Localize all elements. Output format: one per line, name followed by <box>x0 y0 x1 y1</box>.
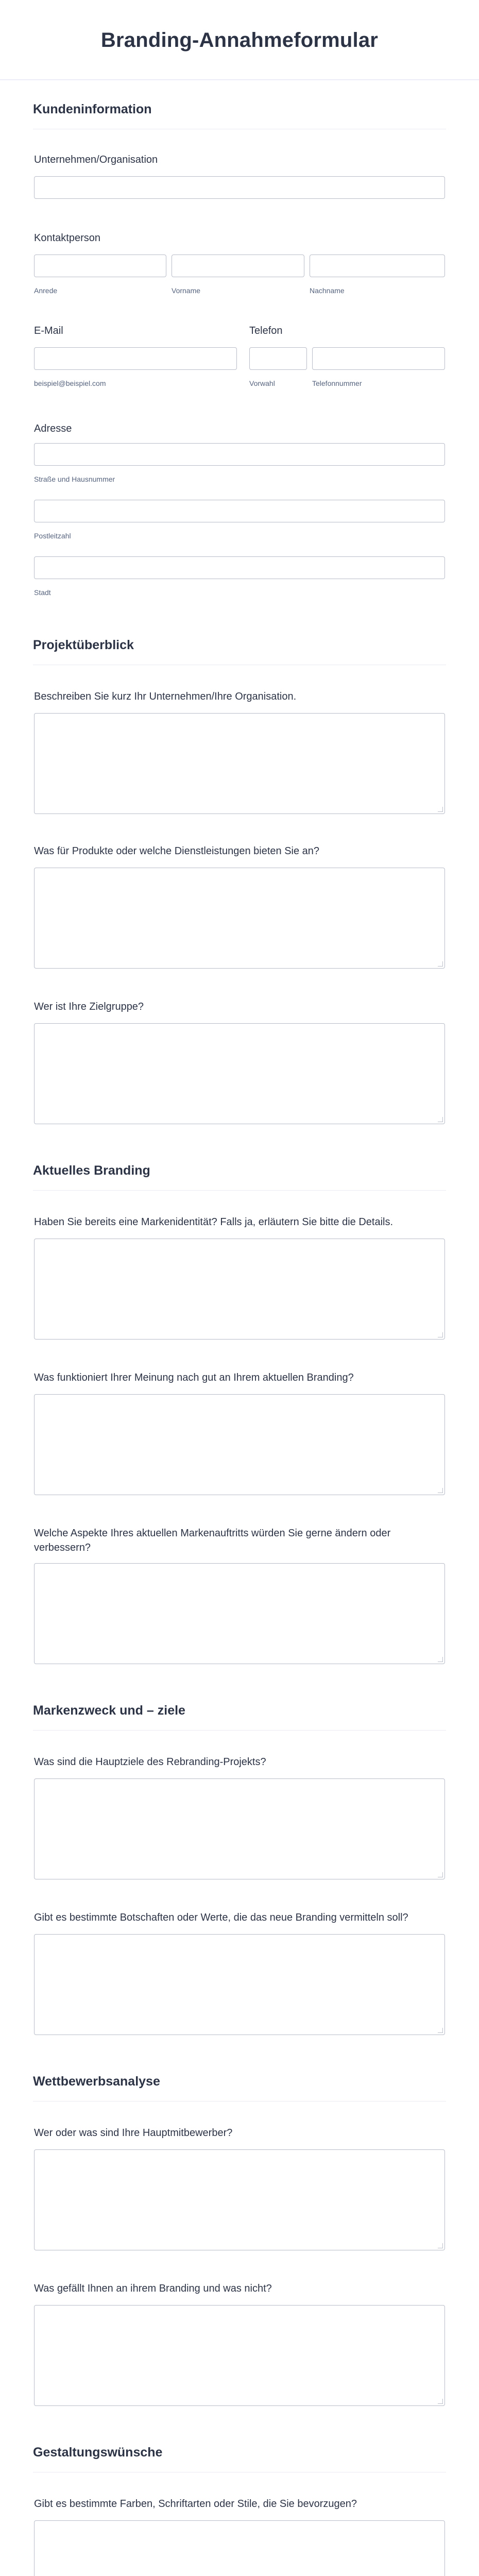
resize-handle-icon[interactable] <box>438 961 443 967</box>
resize-handle-icon[interactable] <box>438 807 443 812</box>
company-description-textarea[interactable] <box>34 713 445 814</box>
resize-handle-icon[interactable] <box>438 1332 443 1337</box>
branding-improvements-textarea[interactable] <box>34 1563 445 1664</box>
question-label: Was für Produkte oder welche Dienstleistungen bieten Sie an? <box>34 845 320 857</box>
brand-identity-textarea[interactable] <box>34 1239 445 1340</box>
contact-label: Kontaktperson <box>34 232 100 244</box>
section-heading-design-preferences: Gestaltungswünsche <box>33 2445 163 2460</box>
section-heading-current-branding: Aktuelles Branding <box>33 1163 150 1178</box>
company-label: Unternehmen/Organisation <box>34 154 158 165</box>
brand-messages-textarea[interactable] <box>34 1934 445 2035</box>
question-label: Wer ist Ihre Zielgruppe? <box>34 1001 144 1012</box>
contact-title-input[interactable] <box>34 255 166 277</box>
competitors-textarea[interactable] <box>34 2149 445 2250</box>
form-title: Branding-Annahmeformular <box>100 29 379 52</box>
phone-label: Telefon <box>249 325 283 336</box>
email-label: E-Mail <box>34 325 63 336</box>
question-label: Gibt es bestimmte Botschaften oder Werte, die das neue Branding vermitteln soll? <box>34 1912 408 1923</box>
address-city-sublabel: Stadt <box>34 588 51 597</box>
address-zip-input[interactable] <box>34 500 445 522</box>
resize-handle-icon[interactable] <box>438 1117 443 1122</box>
target-audience-textarea[interactable] <box>34 1023 445 1124</box>
resize-handle-icon[interactable] <box>438 1488 443 1493</box>
section-divider <box>33 1730 446 1731</box>
section-divider <box>33 1190 446 1191</box>
contact-title-sublabel: Anrede <box>34 286 58 295</box>
question-label: Was funktioniert Ihrer Meinung nach gut an Ihrem aktuellen Branding? <box>34 1372 354 1383</box>
phone-area-code-input[interactable] <box>249 347 307 370</box>
question-label: Welche Aspekte Ihres aktuellen Markenauftritts würden Sie gerne ändern oder verbessern? <box>34 1528 391 1553</box>
section-heading-client-info: Kundeninformation <box>33 102 152 116</box>
question-label: Gibt es bestimmte Farben, Schriftarten oder Stile, die Sie bevorzugen? <box>34 2498 357 2510</box>
section-heading-brand-purpose: Markenzweck und – ziele <box>33 1703 185 1718</box>
question-label: Was sind die Hauptziele des Rebranding-Projekts? <box>34 1756 266 1768</box>
address-street-input[interactable] <box>34 443 445 466</box>
branding-works-well-textarea[interactable] <box>34 1394 445 1495</box>
question-label: Beschreiben Sie kurz Ihr Unternehmen/Ihre Organisation. <box>34 691 297 702</box>
address-city-input[interactable] <box>34 556 445 579</box>
phone-area-code-sublabel: Vorwahl <box>249 379 275 387</box>
contact-last-name-sublabel: Nachname <box>310 286 345 295</box>
phone-number-input[interactable] <box>312 347 445 370</box>
resize-handle-icon[interactable] <box>438 1657 443 1662</box>
company-input[interactable] <box>34 176 445 199</box>
email-sublabel: beispiel@beispiel.com <box>34 379 106 387</box>
section-divider <box>33 2101 446 2102</box>
section-heading-project-overview: Projektüberblick <box>33 638 134 652</box>
contact-last-name-input[interactable] <box>310 255 445 277</box>
resize-handle-icon[interactable] <box>438 1872 443 1877</box>
contact-first-name-input[interactable] <box>172 255 304 277</box>
question-label: Was gefällt Ihnen an ihrem Branding und was nicht? <box>34 2283 272 2294</box>
resize-handle-icon[interactable] <box>438 2028 443 2033</box>
address-street-sublabel: Straße und Hausnummer <box>34 475 115 483</box>
resize-handle-icon[interactable] <box>438 2399 443 2404</box>
resize-handle-icon[interactable] <box>438 2243 443 2248</box>
section-heading-competitor-analysis: Wettbewerbsanalyse <box>33 2074 160 2089</box>
preferred-styles-textarea[interactable] <box>34 2520 445 2576</box>
products-services-textarea[interactable] <box>34 868 445 969</box>
phone-number-sublabel: Telefonnummer <box>312 379 362 387</box>
question-label: Haben Sie bereits eine Markenidentität? Falls ja, erläutern Sie bitte die Details. <box>34 1216 394 1228</box>
form-header <box>0 0 479 80</box>
email-input[interactable] <box>34 347 237 370</box>
competitor-branding-textarea[interactable] <box>34 2305 445 2406</box>
address-zip-sublabel: Postleitzahl <box>34 532 71 540</box>
contact-first-name-sublabel: Vorname <box>172 286 201 295</box>
rebranding-goals-textarea[interactable] <box>34 1778 445 1879</box>
question-label: Wer oder was sind Ihre Hauptmitbewerber? <box>34 2127 233 2139</box>
address-label: Adresse <box>34 423 72 434</box>
